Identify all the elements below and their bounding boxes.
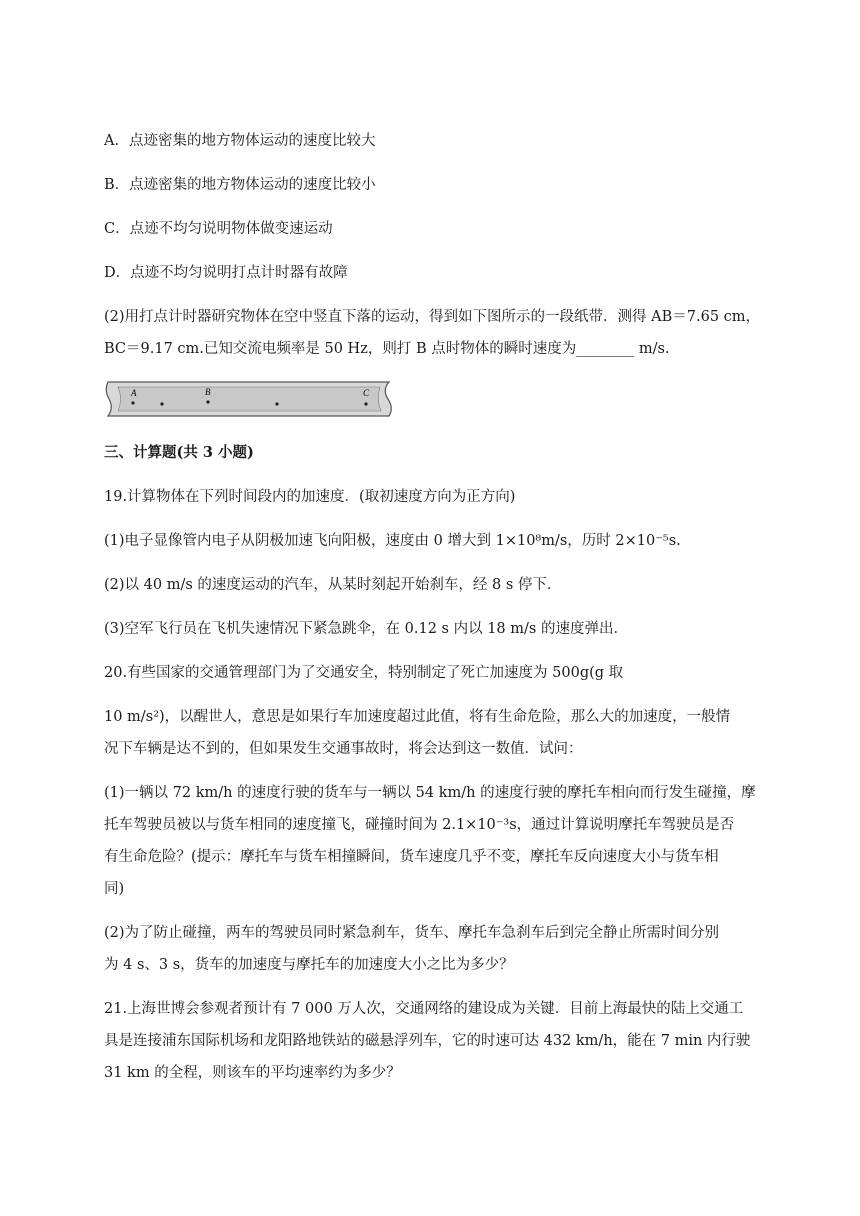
q20-part2-line1: (2)为了防止碰撞，两车的驾驶员同时紧急刹车，货车、摩托车急刹车后到完全静止所需时间分别: [104, 925, 720, 941]
q19-stem: 19.计算物体在下列时间段内的加速度．(取初速度方向为正方向): [104, 489, 516, 505]
option-b: B．点迹密集的地方物体运动的速度比较小: [104, 177, 376, 193]
q20-part1-line4: 同): [104, 881, 125, 897]
option-c: C．点迹不均匀说明物体做变速运动: [104, 221, 333, 237]
q21-line3: 31 km 的全程，则该车的平均速率约为多少？: [104, 1065, 401, 1081]
q21-line1: 21.上海世博会参观者预计有 7 000 万人次，交通网络的建设成为关键．目前上海最快的陆上交通工: [104, 1001, 744, 1017]
q20-part2-line2: 为 4 s、3 s，货车的加速度与摩托车的加速度大小之比为多少？: [104, 957, 514, 973]
q20-part1-line3: 有生命危险？(提示：摩托车与货车相撞瞬间，货车速度几乎不变，摩托车反向速度大小与货车相: [104, 849, 719, 865]
q20-part1-line1: (1)一辆以 72 km/h 的速度行驶的货车与一辆以 54 km/h 的速度行驶的摩托车相向而行发生碰撞，摩: [104, 785, 756, 801]
option-a: A．点迹密集的地方物体运动的速度比较大: [104, 133, 376, 149]
tape-dot: [131, 401, 134, 404]
tape-label-a: A: [131, 388, 137, 398]
q20-part1-line2: 托车驾驶员被以与货车相同的速度撞飞，碰撞时间为 2.1×10⁻³s，通过计算说明摩托车驾驶员是否: [104, 817, 735, 833]
section-3-title: 三、计算题(共 3 小题): [104, 444, 254, 461]
q18-part2-line2: BC＝9.17 cm.已知交流电频率是 50 Hz，则打 B 点时物体的瞬时速度为________ m/s.: [104, 341, 670, 357]
q21-line2: 具是连接浦东国际机场和龙阳路地铁站的磁悬浮列车，它的时速可达 432 km/h，能在 7 min 内行驶: [104, 1033, 751, 1049]
q19-part2: (2)以 40 m/s 的速度运动的汽车，从某时刻起开始刹车，经 8 s 停下．: [104, 577, 562, 593]
option-d: D．点迹不均匀说明打点计时器有故障: [104, 265, 348, 281]
tape-dot: [206, 400, 209, 403]
paper-tape-figure: [104, 378, 394, 420]
q18-part2-line1: (2)用打点计时器研究物体在空中竖直下落的运动，得到如下图所示的一段纸带．测得 AB＝7.65 cm，: [104, 309, 761, 325]
tape-label-c: C: [363, 388, 370, 398]
q20-stem-line2: 10 m/s²)，以醒世人，意思是如果行车加速度超过此值，将有生命危险，那么大的加速度，一般情: [104, 709, 731, 725]
q19-part3: (3)空军飞行员在飞机失速情况下紧急跳伞，在 0.12 s 内以 18 m/s 的速度弹出．: [104, 621, 628, 637]
q19-part1: (1)电子显像管内电子从阴极加速飞向阳极，速度由 0 增大到 1×10⁸m/s，历时 2×10⁻⁵s.: [104, 533, 681, 549]
q20-stem-line3: 况下车辆是达不到的，但如果发生交通事故时，将会达到这一数值．试问：: [104, 741, 583, 757]
tape-label-b: B: [205, 387, 211, 397]
tape-inner-edge: [118, 387, 381, 411]
tape-dot: [160, 402, 163, 405]
q20-stem-line1: 20.有些国家的交通管理部门为了交通安全，特别制定了死亡加速度为 500g(g 取: [104, 665, 624, 681]
tape-dot: [364, 402, 367, 405]
tape-dot: [275, 402, 278, 405]
